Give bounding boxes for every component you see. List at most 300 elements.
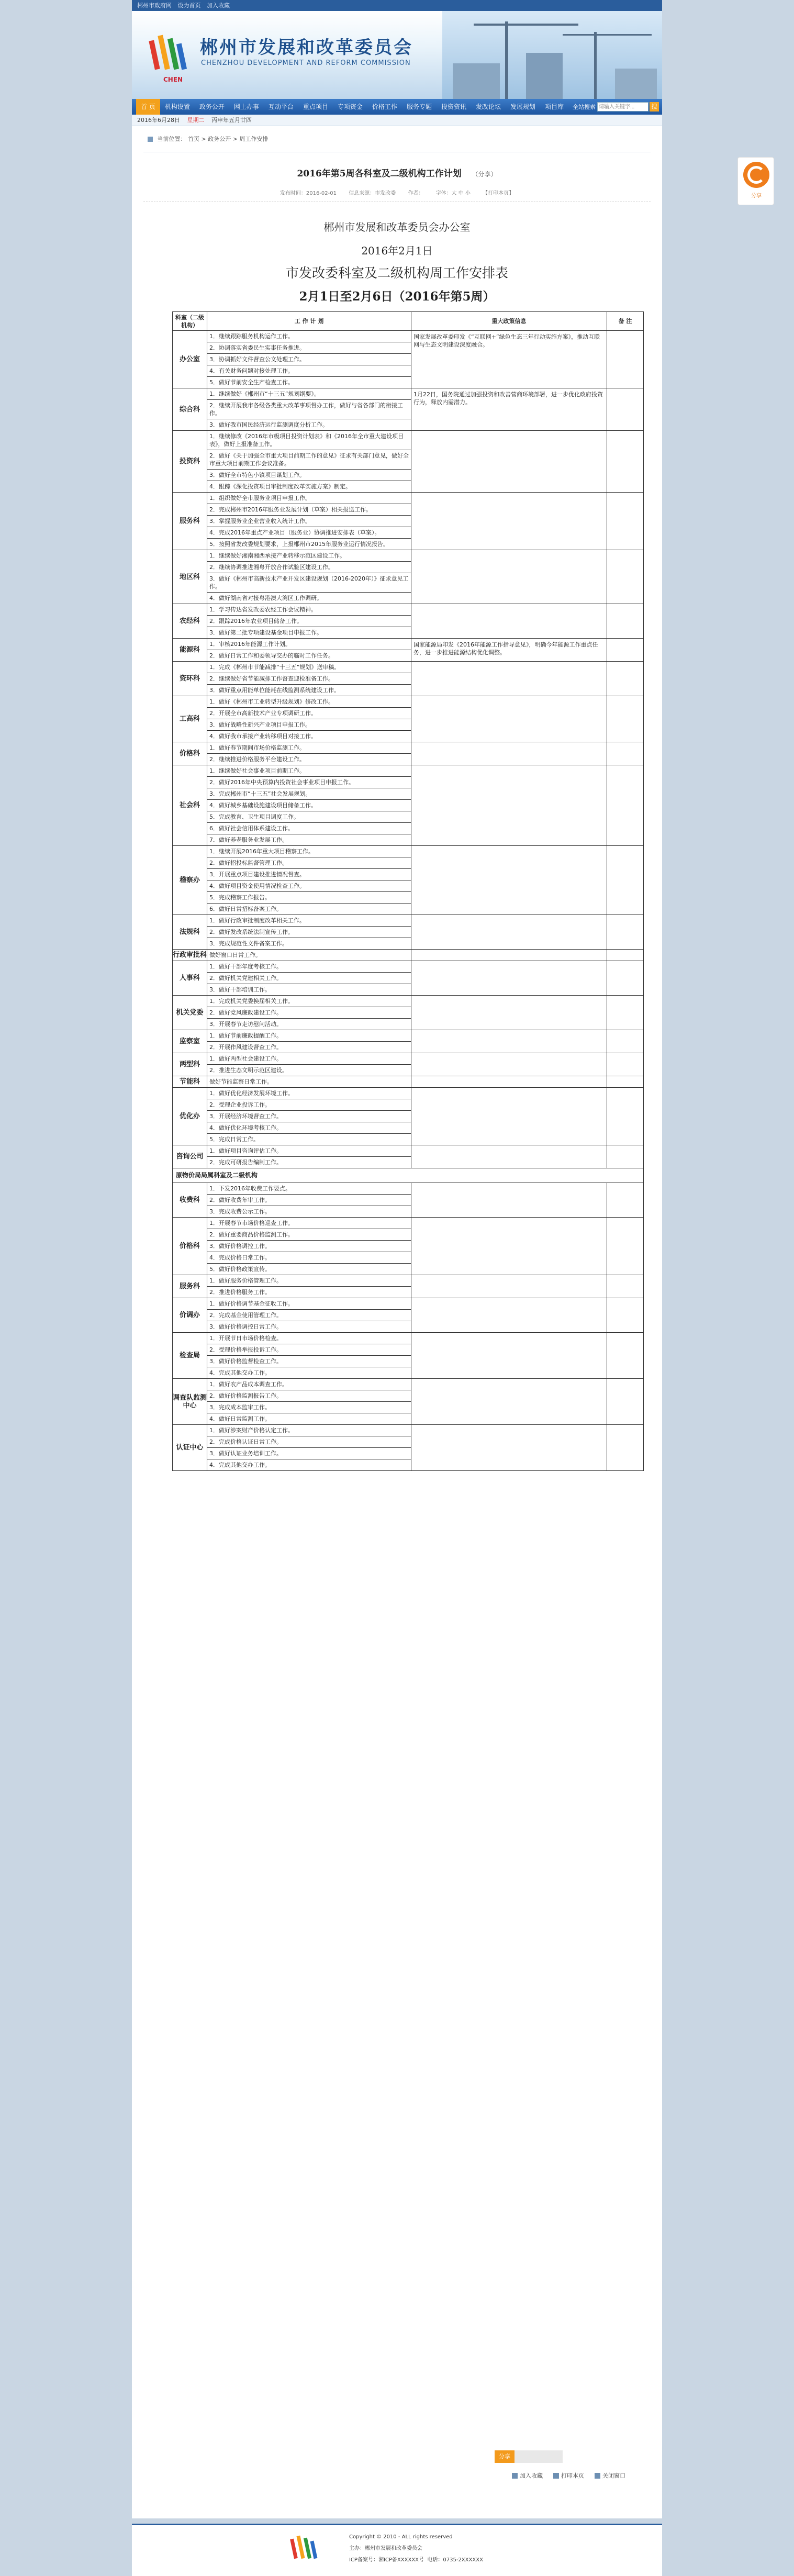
task-item: 3．开展经济环境督查工作。 bbox=[207, 1111, 411, 1122]
note-cell bbox=[607, 696, 644, 742]
dept-cell: 社会科 bbox=[173, 765, 207, 846]
task-item: 2．跟踪2016年农业项目储备工作。 bbox=[207, 616, 411, 627]
task-item: 2．受理价格举报投诉工作。 bbox=[207, 1344, 411, 1356]
printer-icon bbox=[553, 2473, 559, 2479]
breadcrumb: 当前位置： 首页 > 政务公开 > 周工作安排 bbox=[143, 126, 651, 152]
task-item: 2．做好招投标监督管理工作。 bbox=[207, 857, 411, 869]
main-content bbox=[132, 126, 662, 2518]
policy-cell bbox=[411, 915, 607, 950]
table-row bbox=[173, 765, 644, 846]
meta-print[interactable]: 【打印本页】 bbox=[483, 191, 515, 196]
note-cell bbox=[607, 1183, 644, 1218]
table-row bbox=[173, 950, 644, 961]
task-item: 2．做好价格监测报告工作。 bbox=[207, 1390, 411, 1402]
task-item: 6．做好日常招标备案工作。 bbox=[209, 906, 282, 912]
doc-date: 2016年2月1日 bbox=[361, 244, 433, 257]
task-cell bbox=[207, 331, 411, 388]
policy-cell bbox=[411, 1183, 607, 1218]
task-item: 1．开展春节市场价格巡查工作。 bbox=[207, 1218, 411, 1229]
task-item: 4．完成价格日常工作。 bbox=[207, 1252, 411, 1264]
task-item: 1．做好涉案财产价格认定工作。 bbox=[207, 1425, 411, 1436]
task-cell bbox=[207, 1053, 411, 1076]
table-row bbox=[173, 696, 644, 742]
task-cell bbox=[207, 431, 411, 493]
task-item: 5．做好节前安全生产检查工作。 bbox=[209, 379, 294, 386]
task-item: 2．做好党风廉政建设工作。 bbox=[207, 1007, 411, 1019]
note-cell bbox=[607, 1076, 644, 1088]
policy-cell bbox=[411, 1425, 607, 1471]
task-item: 4．完成2016年重点产业项目（服务业）协调推进安排表（草案）。 bbox=[207, 527, 411, 539]
policy-cell bbox=[411, 662, 607, 696]
article-title bbox=[143, 166, 651, 179]
task-item: 1．继续修改《2016年市级项目投资计划表》和《2016年全市重大建设项目表》，做好上报准备工作。 bbox=[207, 431, 411, 450]
task-item: 2．做好重要商品价格监测工作。 bbox=[207, 1229, 411, 1241]
footer-text bbox=[349, 2532, 483, 2566]
site-title: 郴州市发展和改革委员会 bbox=[200, 37, 413, 58]
task-item: 4．跟踪《深化投资项目审批制度改革实施方案》制定。 bbox=[209, 483, 351, 490]
task-item: 3．协调抓好文件督查公文处理工作。 bbox=[207, 354, 411, 365]
dept-cell: 优化办 bbox=[173, 1088, 207, 1145]
note-cell bbox=[607, 1425, 644, 1471]
task-item: 1．继续做好湘南湘西承接产业转移示范区建设工作。 bbox=[207, 550, 411, 562]
breadcrumb-home[interactable]: 首页 bbox=[188, 136, 199, 142]
site-footer bbox=[132, 2524, 662, 2576]
nav-item-3[interactable]: 网上办事 bbox=[233, 103, 259, 110]
task-cell bbox=[207, 1088, 411, 1145]
task-item: 1．继续开展2016年重大项目稽察工作。 bbox=[207, 846, 411, 857]
policy-cell bbox=[411, 604, 607, 639]
policy-cell bbox=[411, 1218, 607, 1275]
dept-cell: 稽察办 bbox=[173, 846, 207, 915]
group-title: 原物价局局属科室及二级机构 bbox=[173, 1168, 644, 1183]
task-item: 3．完成郴州市“十三五”社会发展规划。 bbox=[207, 788, 411, 800]
policy-cell bbox=[411, 846, 607, 915]
task-item: 1．做好农产品成本调查工作。 bbox=[207, 1379, 411, 1390]
task-item: 2．做好日常工作和委领导交办的临时工作任务。 bbox=[209, 652, 334, 659]
task-item: 1．做好春节期间市场价格监测工作。 bbox=[207, 742, 411, 754]
task-item: 3．做好《郴州市高新技术产业开发区建设规划（2016-2020年）》征求意见工作。 bbox=[207, 573, 411, 593]
task-cell bbox=[207, 1333, 411, 1379]
meta-font-size[interactable]: 字体：大 中 小 bbox=[435, 191, 471, 196]
note-cell bbox=[607, 331, 644, 388]
table-row bbox=[173, 742, 644, 765]
footer-logo-icon bbox=[289, 2532, 320, 2563]
top-bar bbox=[132, 0, 662, 11]
task-item: 2．协调落实省委民生实事任务推进。 bbox=[207, 342, 411, 354]
task-item: 2．完成基金使用管理工作。 bbox=[207, 1310, 411, 1321]
task-cell bbox=[207, 915, 411, 950]
task-item: 3．做好我市国民经济运行监测调度分析工作。 bbox=[209, 421, 328, 428]
task-item: 4．完成其他交办工作。 bbox=[209, 1462, 271, 1468]
dept-cell: 调查队监测中心 bbox=[173, 1379, 207, 1425]
nav-item-0[interactable]: 首 页 bbox=[136, 99, 160, 115]
task-item: 4．做好湖南省对接粤港澳大湾区工作调研。 bbox=[209, 595, 322, 601]
task-cell bbox=[207, 1218, 411, 1275]
task-item: 1．做好两型社会建设工作。 bbox=[207, 1053, 411, 1065]
nav-item-2[interactable]: 政务公开 bbox=[199, 103, 225, 110]
share-bar[interactable] bbox=[495, 2450, 563, 2463]
note-cell bbox=[607, 431, 644, 493]
dept-cell: 人事科 bbox=[173, 961, 207, 996]
doc-week: 2月1日至2月6日（2016年第5周） bbox=[299, 289, 495, 304]
task-item: 2．做好发改系统法制宣传工作。 bbox=[207, 927, 411, 938]
task-cell bbox=[207, 1030, 411, 1053]
task-item: 1．学习传达省发改委农经工作会议精神。 bbox=[207, 604, 411, 616]
table-row bbox=[173, 1183, 644, 1218]
task-item: 1．做好服务价格管理工作。 bbox=[207, 1275, 411, 1287]
task-item: 5．完成教育、卫生项目调度工作。 bbox=[207, 811, 411, 823]
task-item: 3．做好价格监督检查工作。 bbox=[207, 1356, 411, 1367]
table-row bbox=[173, 1145, 644, 1168]
footer-copyright: Copyright © 2010 - ALL rights reserved bbox=[349, 2534, 453, 2540]
task-cell bbox=[207, 696, 411, 742]
policy-cell: 国家发展改革委印发《“互联网+”绿色生态三年行动实施方案》，推动互联网与生态文明建设深度融合。 bbox=[411, 331, 607, 388]
table-row bbox=[173, 431, 644, 493]
task-item: 3．完成成本监审工作。 bbox=[207, 1402, 411, 1413]
note-cell bbox=[607, 662, 644, 696]
gov-link[interactable]: 郴州市政府网 bbox=[137, 2, 172, 9]
nav-item-8[interactable]: 服务专题 bbox=[406, 103, 432, 110]
task-item: 1．做好节前廉政提醒工作。 bbox=[207, 1030, 411, 1042]
task-item: 3．开展春节走访慰问活动。 bbox=[209, 1021, 282, 1028]
task-item: 5．完成稽察工作报告。 bbox=[207, 892, 411, 904]
task-cell bbox=[207, 493, 411, 550]
task-item: 5．做好价格政策宣传。 bbox=[209, 1266, 271, 1273]
breadcrumb-label: 当前位置： bbox=[157, 136, 186, 142]
dept-cell: 办公室 bbox=[173, 331, 207, 388]
task-cell bbox=[207, 950, 411, 961]
table-row bbox=[173, 662, 644, 696]
dept-cell: 监察室 bbox=[173, 1030, 207, 1053]
dept-cell: 服务科 bbox=[173, 1275, 207, 1298]
dept-cell: 工高科 bbox=[173, 696, 207, 742]
dept-cell: 价格科 bbox=[173, 742, 207, 765]
logo-icon bbox=[148, 30, 191, 78]
note-cell bbox=[607, 1333, 644, 1379]
col-policy: 重大政策信息 bbox=[411, 312, 607, 331]
table-row bbox=[173, 1379, 644, 1425]
article-meta bbox=[143, 188, 651, 202]
dept-cell: 农经科 bbox=[173, 604, 207, 639]
task-cell bbox=[207, 662, 411, 696]
search-button[interactable]: 搜 bbox=[650, 102, 659, 111]
policy-cell bbox=[411, 1333, 607, 1379]
policy-cell bbox=[411, 550, 607, 604]
task-item: 2．做好2016年中央预算内投资社会事业项目申报工作。 bbox=[207, 777, 411, 788]
share-button[interactable]: 分享 bbox=[495, 2450, 515, 2463]
site-header bbox=[132, 11, 662, 99]
dept-cell: 法规科 bbox=[173, 915, 207, 950]
dept-cell: 服务科 bbox=[173, 493, 207, 550]
task-item: 2．开展作风建设督查工作。 bbox=[209, 1044, 282, 1051]
task-item: 3．做好第二批专项建设基金项目申报工作。 bbox=[209, 629, 322, 636]
close-icon bbox=[595, 2473, 600, 2479]
task-item: 5．完成日常工作。 bbox=[209, 1136, 259, 1143]
table-row bbox=[173, 1088, 644, 1145]
task-item: 3．完成收费公示工作。 bbox=[209, 1208, 271, 1215]
note-cell bbox=[607, 1053, 644, 1076]
breadcrumb-current[interactable]: 周工作安排 bbox=[239, 136, 269, 142]
policy-cell bbox=[411, 961, 607, 996]
favorite-action[interactable]: 加入收藏 bbox=[512, 2471, 543, 2480]
col-dept: 科室（二级机构） bbox=[173, 312, 207, 331]
task-item: 4．有关财务问题对接处理工作。 bbox=[207, 365, 411, 377]
site-subtitle: CHENZHOU DEVELOPMENT AND REFORM COMMISSION bbox=[201, 59, 411, 67]
date-bar bbox=[132, 115, 662, 126]
task-item: 3．做好价格调控日常工作。 bbox=[209, 1323, 282, 1330]
note-cell bbox=[607, 1218, 644, 1275]
task-item: 1．完成《郴州市节能减排“十三五”规划》送审稿。 bbox=[207, 662, 411, 673]
footer-host: 主办：郴州市发展和改革委员会 bbox=[349, 2546, 422, 2551]
task-item: 3．掌握服务业企业营业收入统计工作。 bbox=[207, 516, 411, 527]
note-cell bbox=[607, 550, 644, 604]
note-cell bbox=[607, 1275, 644, 1298]
task-item: 2．做好机关党建相关工作。 bbox=[207, 973, 411, 984]
task-item: 2．开展全市高新技术产业专项调研工作。 bbox=[207, 708, 411, 719]
task-cell bbox=[207, 996, 411, 1030]
org-name: 郴州市发展和改革委员会办公室 bbox=[323, 221, 471, 233]
policy-cell bbox=[411, 1145, 607, 1168]
policy-cell bbox=[411, 1076, 607, 1088]
logo-chen-text: CHEN bbox=[163, 76, 183, 83]
col-note: 备 注 bbox=[607, 312, 644, 331]
note-cell bbox=[607, 1088, 644, 1145]
task-item: 3．做好干部培训工作。 bbox=[209, 986, 271, 993]
task-cell bbox=[207, 1379, 411, 1425]
table-row bbox=[173, 846, 644, 915]
nav-item-7[interactable]: 价格工作 bbox=[372, 103, 397, 110]
task-item: 1．做好干部年度考核工作。 bbox=[207, 961, 411, 973]
policy-cell bbox=[411, 1053, 607, 1076]
policy-cell: 1月22日，国务院通过加强投资和改善营商环境部署，进一步优化政府投资行为，释放内需潜力。 bbox=[411, 388, 607, 431]
task-item: 2．继续推进价格服务平台建设工作。 bbox=[209, 756, 305, 763]
task-cell bbox=[207, 1275, 411, 1298]
task-cell bbox=[207, 1183, 411, 1218]
task-item: 2．继续做好省节能减排工作督查迎检准备工作。 bbox=[207, 673, 411, 685]
task-item: 3．完成规范性文件备案工作。 bbox=[209, 940, 288, 947]
policy-cell bbox=[411, 431, 607, 493]
task-item: 7．做好养老服务业发展工作。 bbox=[209, 837, 288, 843]
policy-cell bbox=[411, 493, 607, 550]
note-cell bbox=[607, 388, 644, 431]
policy-cell bbox=[411, 742, 607, 765]
note-cell bbox=[607, 1379, 644, 1425]
policy-cell bbox=[411, 1088, 607, 1145]
lunar-date-text: 丙申年五月廿四 bbox=[211, 117, 252, 124]
group-row bbox=[173, 1168, 644, 1183]
dept-cell: 机关党委 bbox=[173, 996, 207, 1030]
task-item: 3．做好战略性新兴产业项目申报工作。 bbox=[207, 719, 411, 731]
favorite-link[interactable]: 加入收藏 bbox=[207, 2, 230, 9]
task-cell bbox=[207, 1076, 411, 1088]
dept-cell: 节能科 bbox=[173, 1076, 207, 1088]
nav-item-6[interactable]: 专项资金 bbox=[337, 103, 363, 110]
badge-label: 分享 bbox=[751, 193, 762, 199]
task-item: 4．完成其他交办工作。 bbox=[209, 1369, 271, 1376]
task-item: 4．做好项目资金使用情况检查工作。 bbox=[207, 880, 411, 892]
task-item: 1．继续跟踪服务机构运作工作。 bbox=[207, 331, 411, 342]
task-cell bbox=[207, 639, 411, 662]
note-cell bbox=[607, 915, 644, 950]
print-action[interactable]: 打印本页 bbox=[553, 2471, 584, 2480]
task-item: 做好窗口日常工作。 bbox=[209, 952, 261, 958]
task-cell bbox=[207, 1425, 411, 1471]
nav-item-5[interactable]: 重点项目 bbox=[303, 103, 328, 110]
table-row bbox=[173, 331, 644, 388]
task-item: 1．做好价格调节基金征收工作。 bbox=[207, 1298, 411, 1310]
table-row bbox=[173, 1218, 644, 1275]
page-wrapper bbox=[132, 0, 662, 2518]
task-item: 1．组织做好全市服务业项目申报工作。 bbox=[207, 493, 411, 504]
task-item: 4．做好城乡基础设施建设项目储备工作。 bbox=[207, 800, 411, 811]
work-plan-table bbox=[172, 311, 644, 1471]
task-item: 1．开展节日市场价格检查。 bbox=[207, 1333, 411, 1344]
table-row bbox=[173, 1333, 644, 1379]
nav-item-1[interactable]: 机构设置 bbox=[164, 103, 190, 110]
article-title-suffix: （分享） bbox=[472, 171, 497, 178]
table-row bbox=[173, 550, 644, 604]
nav-item-9[interactable]: 投资资讯 bbox=[441, 103, 466, 110]
task-item: 3．做好认证业务培训工作。 bbox=[207, 1448, 411, 1459]
task-cell bbox=[207, 961, 411, 996]
breadcrumb-gov[interactable]: 政务公开 bbox=[208, 136, 231, 142]
task-item: 2．完成郴州市2016年服务业发展计划（草案）相关报送工作。 bbox=[207, 504, 411, 516]
task-cell bbox=[207, 604, 411, 639]
dept-cell: 认证中心 bbox=[173, 1425, 207, 1471]
task-item: 2．受理企业投诉工作。 bbox=[207, 1099, 411, 1111]
table-row bbox=[173, 604, 644, 639]
search-input[interactable] bbox=[597, 102, 648, 111]
task-item: 2．做好收费年审工作。 bbox=[207, 1195, 411, 1206]
article-actions bbox=[512, 2471, 625, 2480]
task-item: 2．完成价格认证日常工作。 bbox=[207, 1436, 411, 1448]
share-icons[interactable] bbox=[515, 2450, 563, 2463]
nav-item-4[interactable]: 互动平台 bbox=[268, 103, 294, 110]
meta-date: 发布时间：2016-02-01 bbox=[279, 191, 337, 196]
task-item: 1．审核2016年能源工作计划。 bbox=[207, 639, 411, 650]
set-home-link[interactable]: 设为首页 bbox=[177, 2, 201, 9]
policy-cell bbox=[411, 1275, 607, 1298]
task-item: 2．继续开展我市各级各类重大改革事项督办工作，做好与省各部门的衔接工作。 bbox=[207, 400, 411, 419]
task-item: 4．做好日常监测工作。 bbox=[209, 1415, 271, 1422]
task-item: 2．继续协调推进湘粤开放合作试验区建设工作。 bbox=[207, 562, 411, 573]
footer-icp: ICP备案号：湘ICP备XXXXXX号 电话：0735-2XXXXXX bbox=[349, 2557, 483, 2563]
task-item: 1．下发2016年收费工作要点。 bbox=[207, 1183, 411, 1195]
note-cell bbox=[607, 493, 644, 550]
policy-cell: 国家能源局印发《2016年能源工作指导意见》，明确今年能源工作重点任务，进一步推进能源结构优化调整。 bbox=[411, 639, 607, 662]
header-banner-image bbox=[442, 11, 662, 99]
task-cell bbox=[207, 550, 411, 604]
home-icon bbox=[148, 137, 153, 142]
dept-cell: 地区科 bbox=[173, 550, 207, 604]
table-row bbox=[173, 388, 644, 431]
table-row bbox=[173, 996, 644, 1030]
nav-item-11[interactable]: 发展规划 bbox=[510, 103, 535, 110]
task-item: 3．做好价格调控工作。 bbox=[207, 1241, 411, 1252]
col-plan: 工 作 计 划 bbox=[207, 312, 411, 331]
policy-cell bbox=[411, 950, 607, 961]
task-item: 5．按照省发改委规划要求，上报郴州市2015年服务业运行情况报告。 bbox=[209, 541, 389, 548]
note-cell bbox=[607, 996, 644, 1030]
task-item: 1．继续做好《郴州市“十三五”规划纲要》。 bbox=[207, 388, 411, 400]
dept-cell: 收费科 bbox=[173, 1183, 207, 1218]
task-cell bbox=[207, 742, 411, 765]
task-cell bbox=[207, 388, 411, 431]
table-row bbox=[173, 639, 644, 662]
note-cell bbox=[607, 846, 644, 915]
task-cell bbox=[207, 1145, 411, 1168]
note-cell bbox=[607, 765, 644, 846]
task-item: 1．继续做好社会事业项目前期工作。 bbox=[207, 765, 411, 777]
dept-cell: 能源科 bbox=[173, 639, 207, 662]
nav-item-10[interactable]: 发改论坛 bbox=[475, 103, 501, 110]
main-nav bbox=[132, 99, 662, 115]
task-item: 3．做好重点用能单位能耗在线监测系统建设工作。 bbox=[209, 687, 340, 694]
table-row bbox=[173, 1298, 644, 1333]
task-cell bbox=[207, 846, 411, 915]
task-item: 2．推进生态文明示范区建设。 bbox=[209, 1067, 288, 1074]
weekday-text: 星期二 bbox=[187, 117, 205, 124]
floating-share-badge[interactable] bbox=[737, 157, 774, 205]
nav-item-12[interactable]: 项目库 bbox=[545, 103, 564, 110]
meta-source: 信息来源：市发改委 bbox=[349, 191, 396, 196]
table-row bbox=[173, 1425, 644, 1471]
task-item: 1．做好《郴州市工业转型升级规划》修改工作。 bbox=[207, 696, 411, 708]
policy-cell bbox=[411, 1298, 607, 1333]
search-label: 全站搜索 bbox=[573, 104, 596, 110]
table-row bbox=[173, 915, 644, 950]
policy-cell bbox=[411, 1030, 607, 1053]
task-item: 3．开展重点项目建设推进情况督查。 bbox=[207, 869, 411, 880]
task-item: 2．完成可研报告编制工作。 bbox=[209, 1159, 282, 1166]
dept-cell: 综合科 bbox=[173, 388, 207, 431]
task-item: 6．做好社会信用体系建设工作。 bbox=[207, 823, 411, 834]
task-item: 2．推进价格服务工作。 bbox=[209, 1289, 271, 1296]
table-row bbox=[173, 1053, 644, 1076]
task-item: 4．做好我市承接产业转移项目对接工作。 bbox=[209, 733, 317, 740]
task-item: 1．做好项目咨询评估工作。 bbox=[207, 1145, 411, 1157]
task-item: 做好节能监察日常工作。 bbox=[209, 1078, 273, 1085]
dept-cell: 两型科 bbox=[173, 1053, 207, 1076]
table-row bbox=[173, 961, 644, 996]
article-title-text: 2016年第5周各科室及二级机构工作计划 bbox=[297, 169, 462, 179]
table-row bbox=[173, 493, 644, 550]
note-cell bbox=[607, 950, 644, 961]
dept-cell: 资环科 bbox=[173, 662, 207, 696]
close-action[interactable]: 关闭窗口 bbox=[595, 2471, 625, 2480]
task-item: 4．做好优化环境考核工作。 bbox=[207, 1122, 411, 1134]
task-item: 1．完成机关党委换届相关工作。 bbox=[207, 996, 411, 1007]
policy-cell bbox=[411, 696, 607, 742]
note-cell bbox=[607, 961, 644, 996]
dept-cell: 检查局 bbox=[173, 1333, 207, 1379]
task-item: 3．做好全市特色小镇项目谋划工作。 bbox=[207, 470, 411, 481]
star-icon bbox=[512, 2473, 518, 2479]
doc-heading: 市发改委科室及二级机构周工作安排表 bbox=[285, 265, 508, 281]
note-cell bbox=[607, 1145, 644, 1168]
search-box bbox=[573, 102, 659, 111]
note-cell bbox=[607, 742, 644, 765]
date-text: 2016年6月28日 bbox=[137, 117, 180, 124]
note-cell bbox=[607, 639, 644, 662]
table-row bbox=[173, 1030, 644, 1053]
note-cell bbox=[607, 1030, 644, 1053]
table-row bbox=[173, 1275, 644, 1298]
table-row bbox=[173, 1076, 644, 1088]
note-cell bbox=[607, 1298, 644, 1333]
task-item: 2．做好《关于加强全市重大项目前期工作的意见》征求有关部门意见，做好全市重大项目前期工作会议准备。 bbox=[207, 450, 411, 470]
dept-cell: 行政审批科 bbox=[173, 950, 207, 961]
